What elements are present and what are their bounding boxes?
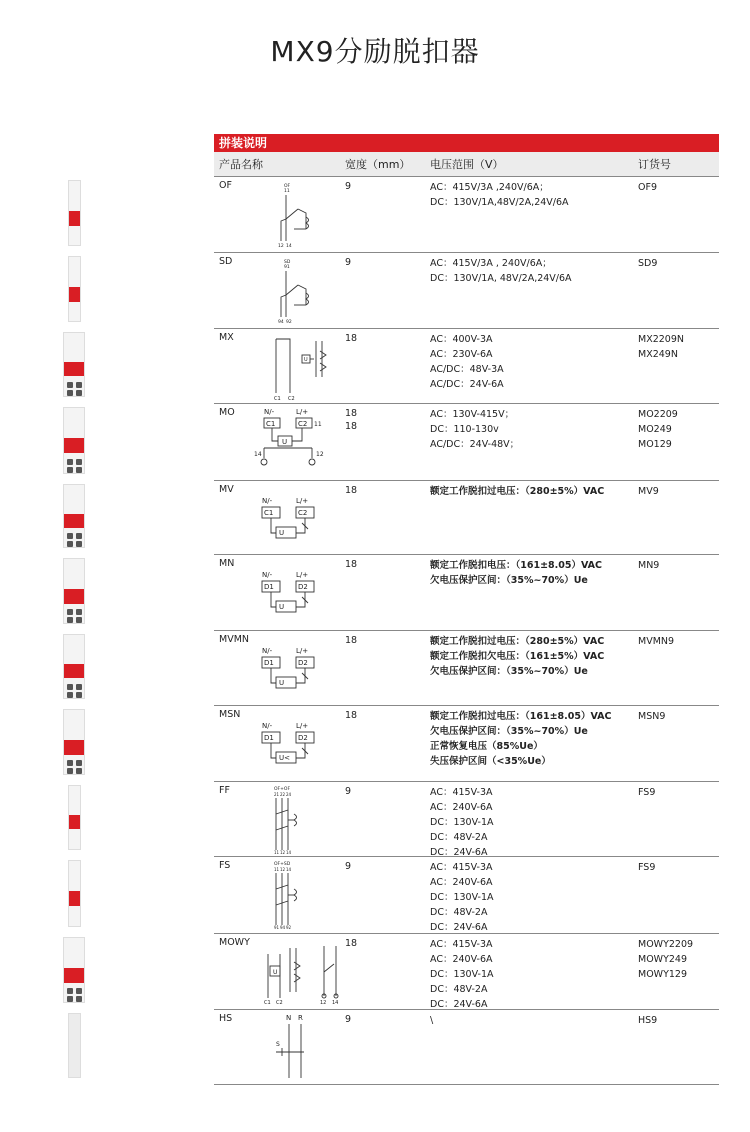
- table-row: [214, 329, 719, 404]
- width-value: [340, 177, 425, 252]
- product-red-band: [64, 438, 84, 453]
- product-red-band: [64, 968, 84, 983]
- voltage-line: \: [430, 1015, 434, 1026]
- table-row: [214, 253, 719, 329]
- order-number: [633, 329, 719, 403]
- order-code: HS9: [638, 1015, 658, 1026]
- spec-table: [214, 134, 719, 1085]
- voltage-line: 欠电压保护区间：（35%~70%）Ue: [430, 726, 588, 737]
- schematic-label: L/+: [296, 722, 309, 730]
- order-code: MO2209: [638, 409, 678, 420]
- voltage-line: DC：24V-6A: [430, 999, 488, 1010]
- voltage-line: 额定工作脱扣过电压：（161±8.05）VAC: [430, 711, 612, 722]
- product-thumbnail: [68, 1013, 81, 1078]
- terminal-screw: [67, 390, 73, 396]
- schematic-label: 11: [284, 189, 290, 194]
- terminal-screw: [76, 692, 82, 698]
- schematic-label: C1: [274, 396, 281, 402]
- schematic-label: D2: [298, 734, 308, 742]
- voltage-line: AC：415V-3A: [430, 862, 493, 873]
- voltage-line: DC：130V/1A, 48V/2A,24V/6A: [430, 273, 572, 284]
- terminal-screw: [67, 609, 73, 615]
- schematic-label: N/-: [262, 571, 273, 579]
- order-code: MOWY2209: [638, 939, 694, 950]
- voltage-range: [425, 404, 633, 480]
- order-code: MX2209N: [638, 334, 684, 345]
- order-code: FS9: [638, 862, 656, 873]
- order-number: [633, 253, 719, 328]
- voltage-line: AC：240V-6A: [430, 802, 493, 813]
- schematic-label: 11: [314, 421, 322, 428]
- schematic-label: OF: [284, 184, 291, 189]
- voltage-line: AC：230V-6A: [430, 349, 493, 360]
- terminal-screw: [67, 684, 73, 690]
- product-name-text: MSN: [219, 709, 241, 720]
- table-row: [214, 934, 719, 1010]
- terminal-screw: [76, 390, 82, 396]
- schematic-label: 14: [286, 867, 292, 872]
- terminal-screw: [67, 692, 73, 698]
- product-thumbnail: [63, 634, 85, 699]
- product-thumbnail: [63, 484, 85, 548]
- voltage-range: [425, 555, 633, 630]
- width-value: [340, 782, 425, 856]
- schematic-label: 12: [278, 244, 284, 249]
- terminal-screw: [76, 609, 82, 615]
- schematic-label: C1: [264, 509, 274, 517]
- product-red-band: [69, 891, 80, 906]
- product-name-text: HS: [219, 1013, 233, 1024]
- product-red-band: [64, 740, 84, 755]
- voltage-line: DC：24V-6A: [430, 922, 488, 933]
- schematic-label: C1: [264, 1000, 271, 1006]
- schematic-label: SD: [284, 260, 291, 265]
- voltage-line: AC：240V-6A: [430, 877, 493, 888]
- order-code: MX249N: [638, 349, 678, 360]
- product-name-text: OF: [219, 180, 232, 191]
- width-text: 18: [345, 485, 358, 496]
- schematic-label: C2: [288, 396, 295, 402]
- schematic-label: 12: [320, 1000, 327, 1006]
- terminal-screw: [76, 382, 82, 388]
- wiring-schematic: [254, 255, 344, 327]
- wiring-schematic: [254, 708, 344, 780]
- voltage-line: 额定工作脱扣电压：（161±8.05）VAC: [430, 560, 603, 571]
- product-red-band: [64, 514, 84, 528]
- voltage-line: AC：130V-415V；: [430, 409, 515, 420]
- voltage-line: 失压保护区间（<35%Ue）: [430, 756, 551, 767]
- width-text: 18: [345, 710, 358, 721]
- voltage-range: [425, 782, 633, 856]
- wiring-schematic: [254, 936, 344, 1008]
- order-code: OF9: [638, 182, 657, 193]
- width-text: 18: [345, 421, 358, 432]
- page-title: MX9分励脱扣器: [270, 35, 480, 68]
- order-code: MV9: [638, 486, 659, 497]
- product-red-band: [64, 664, 84, 678]
- schematic-label: 91: [274, 925, 280, 930]
- schematic-label: 94: [278, 320, 284, 325]
- terminal-screw: [67, 467, 73, 473]
- schematic-label: R: [298, 1014, 303, 1022]
- product-thumbnail: [68, 256, 81, 322]
- schematic-label: C1: [266, 420, 276, 428]
- schematic-label: 14: [254, 451, 262, 458]
- schematic-label: U: [279, 529, 285, 537]
- schematic-label: U: [304, 357, 308, 363]
- terminal-screw: [67, 768, 73, 774]
- schematic-label: U: [273, 969, 278, 976]
- order-number: [633, 555, 719, 630]
- voltage-line: AC：415V-3A: [430, 939, 493, 950]
- product-name-text: MVMN: [219, 634, 249, 645]
- width-text: 18: [345, 333, 358, 344]
- product-name-text: FS: [219, 860, 231, 871]
- schematic-label: 12: [280, 867, 286, 872]
- table-body: [214, 177, 719, 1085]
- terminal-screw: [67, 988, 73, 994]
- width-value: [340, 934, 425, 1009]
- section-label: 拼装说明: [214, 134, 719, 152]
- order-number: [633, 1010, 719, 1084]
- width-text: 9: [345, 181, 352, 192]
- schematic-label: C2: [298, 509, 308, 517]
- terminal-screw: [67, 617, 73, 623]
- product-red-band: [69, 211, 80, 226]
- product-name-text: SD: [219, 256, 233, 267]
- width-text: 9: [345, 786, 352, 797]
- voltage-line: 额定工作脱扣过电压：（280±5%）VAC: [430, 636, 605, 647]
- voltage-line: AC：415V/3A , 240V/6A；: [430, 258, 552, 269]
- table-header: [214, 152, 719, 177]
- voltage-range: [425, 1010, 633, 1084]
- schematic-label: 92: [286, 320, 292, 325]
- terminal-screw: [76, 617, 82, 623]
- wiring-schematic: [254, 1012, 344, 1083]
- order-number: [633, 177, 719, 252]
- product-thumbnail: [63, 332, 85, 397]
- schematic-label: N/-: [262, 647, 273, 655]
- terminal-screw: [76, 459, 82, 465]
- table-row: [214, 555, 719, 631]
- order-number: [633, 782, 719, 856]
- voltage-range: [425, 329, 633, 403]
- terminal-screw: [67, 541, 73, 547]
- schematic-label: 14: [286, 850, 292, 855]
- product-red-band: [64, 589, 84, 604]
- order-code: FS9: [638, 787, 656, 798]
- terminal-screw: [76, 760, 82, 766]
- voltage-line: AC：400V-3A: [430, 334, 493, 345]
- schematic-label: 91: [284, 265, 290, 270]
- schematic-label: C2: [298, 420, 308, 428]
- width-value: [340, 481, 425, 554]
- schematic-label: L/+: [296, 571, 309, 579]
- schematic-label: D2: [298, 659, 308, 667]
- width-value: [340, 329, 425, 403]
- terminal-screw: [67, 382, 73, 388]
- schematic-label: 14: [286, 244, 292, 249]
- schematic-label: U: [279, 679, 285, 687]
- voltage-line: 额定工作脱扣过电压：（280±5%）VAC: [430, 486, 605, 497]
- table-row: [214, 481, 719, 555]
- width-text: 18: [345, 938, 358, 949]
- width-value: [340, 631, 425, 705]
- terminal-screw: [67, 996, 73, 1002]
- table-row: [214, 631, 719, 706]
- schematic-label: 14: [332, 1000, 339, 1006]
- product-name-text: MOWY: [219, 937, 250, 948]
- voltage-line: AC：240V-6A: [430, 954, 493, 965]
- header-name: 产品名称: [219, 158, 263, 171]
- schematic-label: U: [279, 603, 285, 611]
- voltage-line: DC：24V-6A: [430, 847, 488, 858]
- order-number: [633, 857, 719, 933]
- schematic-label: L/+: [296, 497, 309, 505]
- schematic-label: L/+: [296, 647, 309, 655]
- order-code: MO249: [638, 424, 672, 435]
- schematic-label: 11: [274, 867, 280, 872]
- schematic-label: 22: [280, 792, 286, 797]
- voltage-line: AC：415V-3A: [430, 787, 493, 798]
- table-row: [214, 404, 719, 481]
- voltage-line: 欠电压保护区间：（35%~70%）Ue: [430, 666, 588, 677]
- schematic-label: D2: [298, 583, 308, 591]
- voltage-range: [425, 934, 633, 1009]
- schematic-label: C2: [276, 1000, 283, 1006]
- voltage-line: AC/DC：24V-6A: [430, 379, 504, 390]
- voltage-range: [425, 631, 633, 705]
- header-order: 订货号: [638, 158, 671, 171]
- product-name-text: MX: [219, 332, 234, 343]
- order-code: SD9: [638, 258, 658, 269]
- product-thumbnail: [68, 180, 81, 246]
- table-row: [214, 782, 719, 857]
- schematic-label: N: [286, 1014, 292, 1022]
- width-text: 18: [345, 635, 358, 646]
- wiring-schematic: [254, 557, 344, 629]
- voltage-range: [425, 481, 633, 554]
- terminal-screw: [76, 988, 82, 994]
- width-value: [340, 555, 425, 630]
- product-name-text: MO: [219, 407, 235, 418]
- product-red-band: [64, 362, 84, 376]
- table-row: [214, 177, 719, 253]
- terminal-screw: [76, 768, 82, 774]
- wiring-schematic: [254, 784, 344, 855]
- wiring-schematic: [254, 483, 344, 553]
- wiring-schematic: [254, 406, 344, 479]
- terminal-screw: [67, 459, 73, 465]
- product-thumbnail: [63, 937, 85, 1003]
- voltage-line: AC：415V/3A ,240V/6A；: [430, 182, 549, 193]
- schematic-label: 12: [280, 850, 286, 855]
- product-name-text: FF: [219, 785, 230, 796]
- width-value: [340, 1010, 425, 1084]
- order-number: [633, 404, 719, 480]
- schematic-label: OF+OF: [274, 787, 291, 792]
- product-red-band: [69, 815, 80, 829]
- width-value: [340, 706, 425, 781]
- voltage-range: [425, 177, 633, 252]
- voltage-range: [425, 857, 633, 933]
- product-name-text: MN: [219, 558, 235, 569]
- voltage-line: AC/DC：48V-3A: [430, 364, 504, 375]
- terminal-screw: [76, 541, 82, 547]
- voltage-line: AC/DC：24V-48V；: [430, 439, 520, 450]
- product-red-band: [69, 287, 80, 302]
- schematic-label: N/-: [262, 722, 273, 730]
- wiring-schematic: [254, 859, 344, 932]
- voltage-line: DC：48V-2A: [430, 907, 488, 918]
- schematic-label: D1: [264, 734, 274, 742]
- schematic-label: 11: [274, 850, 280, 855]
- table-row: [214, 706, 719, 782]
- width-value: [340, 253, 425, 328]
- schematic-label: D1: [264, 583, 274, 591]
- order-number: [633, 706, 719, 781]
- table-row: [214, 1010, 719, 1085]
- voltage-line: 正常恢复电压（85%Ue）: [430, 741, 543, 752]
- order-number: [633, 934, 719, 1009]
- width-text: 9: [345, 1014, 352, 1025]
- product-thumbnail: [63, 709, 85, 775]
- header-voltage: 电压范围（V）: [430, 158, 504, 171]
- voltage-range: [425, 253, 633, 328]
- schematic-label: 21: [274, 792, 280, 797]
- schematic-label: 24: [286, 792, 292, 797]
- schematic-label: N/-: [262, 497, 273, 505]
- terminal-screw: [76, 533, 82, 539]
- wiring-schematic: [254, 179, 344, 251]
- schematic-label: U<: [279, 754, 290, 762]
- voltage-line: DC：130V-1A: [430, 817, 494, 828]
- schematic-label: 12: [316, 451, 324, 458]
- terminal-screw: [76, 684, 82, 690]
- terminal-screw: [76, 467, 82, 473]
- wiring-schematic: [254, 633, 344, 704]
- voltage-line: DC：48V-2A: [430, 832, 488, 843]
- order-number: [633, 631, 719, 705]
- schematic-label: N/-: [264, 408, 275, 416]
- order-code: MVMN9: [638, 636, 675, 647]
- order-code: MO129: [638, 439, 672, 450]
- schematic-label: 92: [286, 925, 292, 930]
- voltage-line: DC：130V-1A: [430, 969, 494, 980]
- width-value: [340, 404, 425, 480]
- terminal-screw: [67, 533, 73, 539]
- width-text: 9: [345, 861, 352, 872]
- schematic-label: S: [276, 1041, 280, 1048]
- width-value: [340, 857, 425, 933]
- schematic-label: U: [282, 438, 288, 446]
- schematic-label: OF+SD: [274, 862, 291, 867]
- product-thumbnail: [68, 785, 81, 850]
- order-code: MSN9: [638, 711, 666, 722]
- voltage-line: DC：48V-2A: [430, 984, 488, 995]
- wiring-schematic: [254, 331, 344, 402]
- order-code: MOWY249: [638, 954, 688, 965]
- terminal-screw: [76, 996, 82, 1002]
- product-thumbnail: [63, 407, 85, 474]
- schematic-label: 94: [280, 925, 286, 930]
- schematic-label: L/+: [296, 408, 309, 416]
- order-code: MOWY129: [638, 969, 688, 980]
- width-text: 18: [345, 559, 358, 570]
- voltage-line: DC：130V-1A: [430, 892, 494, 903]
- header-width: 宽度（mm）: [345, 158, 411, 171]
- product-thumbnail: [63, 558, 85, 624]
- order-number: [633, 481, 719, 554]
- product-thumbnail: [68, 860, 81, 927]
- voltage-line: DC：130V/1A,48V/2A,24V/6A: [430, 197, 569, 208]
- schematic-label: D1: [264, 659, 274, 667]
- voltage-line: 额定工作脱扣欠电压：（161±5%）VAC: [430, 651, 605, 662]
- product-name-text: MV: [219, 484, 234, 495]
- voltage-range: [425, 706, 633, 781]
- voltage-line: 欠电压保护区间：（35%~70%）Ue: [430, 575, 588, 586]
- voltage-line: DC：110-130v: [430, 424, 499, 435]
- width-text: 9: [345, 257, 352, 268]
- table-row: [214, 857, 719, 934]
- order-code: MN9: [638, 560, 660, 571]
- terminal-screw: [67, 760, 73, 766]
- width-text: 18: [345, 408, 358, 419]
